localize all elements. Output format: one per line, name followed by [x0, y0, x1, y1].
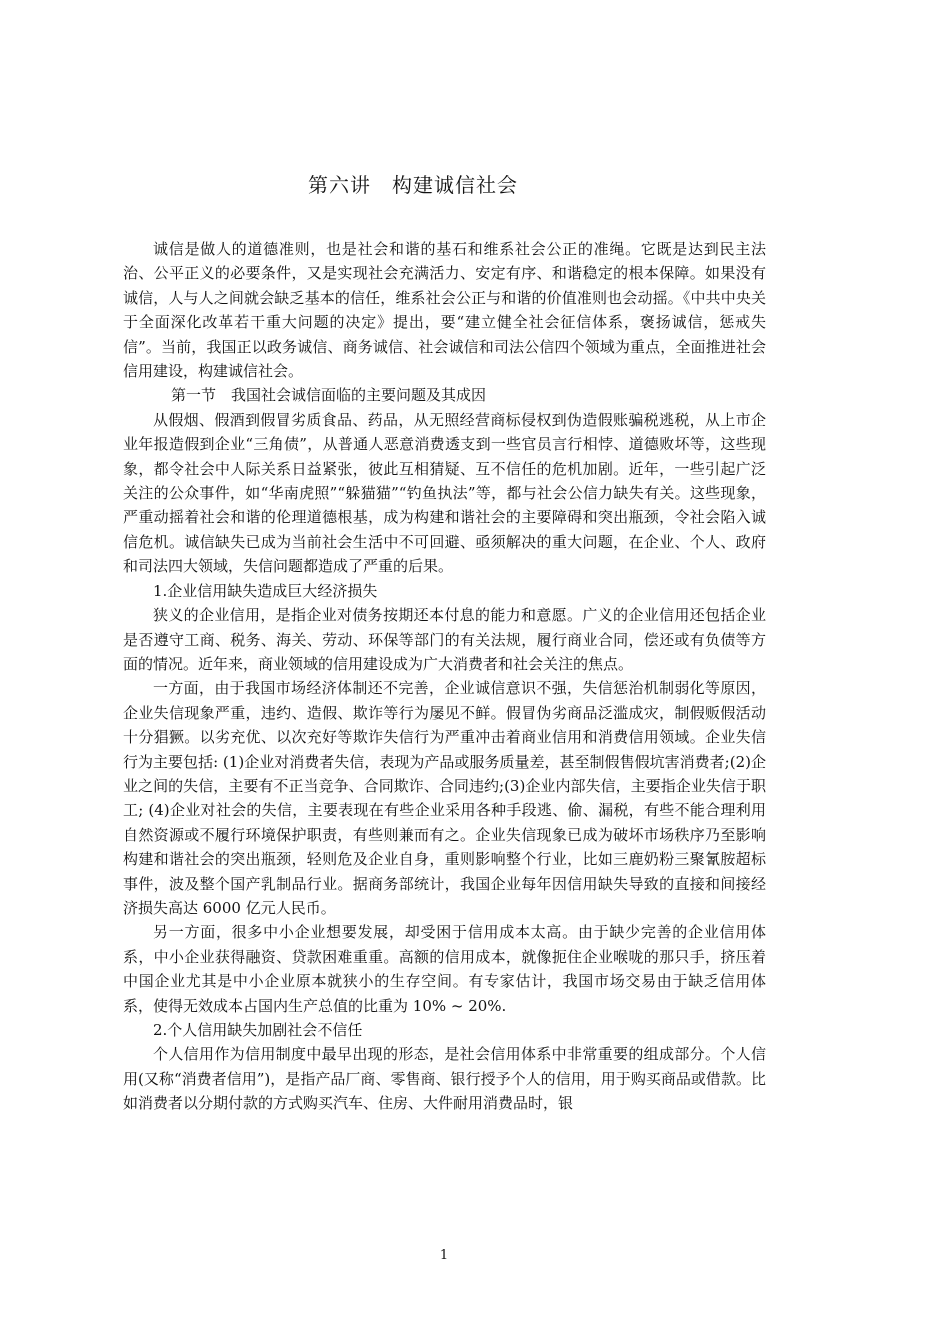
paragraph: 另一方面，很多中小企业想要发展，却受困于信用成本太高。由于缺少完善的企业信用体系，中小企业获得融资、贷款困难重重。高额的信用成本，就像扼住企业喉咙的那只手，挤压着中国企业尤其是中小企业原本就狭小的生存空间。有专家估计，我国市场交易由于缺乏信用体系，使得无效成本占国内生产总值的比重为 10% ~ 20%. — [123, 923, 766, 1015]
lecture-title: 第六讲 构建诚信社会 — [308, 173, 518, 197]
intro-paragraph: 诚信是做人的道德准则，也是社会和谐的基石和维系社会公正的准绳。它既是达到民主法治、公平正义的必要条件，又是实现社会充满活力、安定有序、和谐稳定的根本保障。如果没有诚信，人与人之间就会缺乏基本的信任，维系社会公正与和谐的价值准则也会动摇。《中共中央关于全面深化改革若干重大问题的决定》提出，要“建立健全社会征信体系，褒扬诚信，惩戒失信”。当前，我国正以政务诚信、商务诚信、社会诚信和司法公信四个领域为重点，全面推进社会信用建设，构建诚信社会。 — [123, 240, 766, 381]
document-body — [123, 237, 766, 1116]
paragraph: 从假烟、假酒到假冒劣质食品、药品，从无照经营商标侵权到伪造假账骗税逃税，从上市企业年报造假到企业“三角债”，从普通人恶意消费透支到一些官员言行相悖、道德败坏等，这些现象，都令社会中人际关系日益紧张，彼此互相猜疑、互不信任的危机加剧。近年，一些引起广泛关注的公众事件，如“华南虎照”“躲猫猫”“钓鱼执法”等，都与社会公信力缺失有关。这些现象，严重动摇着社会和谐的伦理道德根基，成为构建和谐社会的主要障碍和突出瓶颈，令社会陷入诚信危机。诚信缺失已成为当前社会生活中不可回避、亟须解决的重大问题，在企业、个人、政府和司法四大领域，失信问题都造成了严重的后果。 — [123, 410, 766, 576]
paragraph: 狭义的企业信用，是指企业对债务按期还本付息的能力和意愿。广义的企业信用还包括企业是否遵守工商、税务、海关、劳动、环保等部门的有关法规，履行商业合同，偿还或有负债等方面的情况。近年来，商业领域的信用建设成为广大消费者和社会关注的焦点。 — [123, 606, 766, 673]
subsection-heading: 1.企业信用缺失造成巨大经济损失 — [153, 581, 378, 600]
paragraph: 一方面，由于我国市场经济体制还不完善，企业诚信意识不强，失信惩治机制弱化等原因，企业失信现象严重，违约、造假、欺诈等行为屡见不鲜。假冒伪劣商品泛滥成灾，制假贩假活动十分猖獗。以劣充优、以次充好等欺诈失信行为严重冲击着商业信用和消费信用领域。企业失信行为主要包括: (1)企业对消费者失信，表现为产品或服务质量差，甚至制假售假坑害消费者;(2)企业之间的失信，主要有不正当竞争、合同欺诈、合同违约;(3)企业内部失信，主要指企业失信于职工; (4)企业对社会的失信，主要表现在有些企业采用各种手段逃、偷、漏税，有些不能合理利用自然资源或不履行环境保护职责，有些则兼而有之。企业失信现象已成为破坏市场秩序乃至影响构建和谐社会的突出瓶颈，轻则危及企业自身，重则影响整个行业，比如三鹿奶粉三聚氰胺超标事件，波及整个国产乳制品行业。据商务部统计，我国企业每年因信用缺失导致的直接和间接经济损失高达 6000 亿元人民币。 — [123, 679, 766, 917]
subsection-heading: 2.个人信用缺失加剧社会不信任 — [153, 1021, 363, 1039]
page-number: 1 — [439, 1248, 449, 1263]
section-heading: 第一节 我国社会诚信面临的主要问题及其成因 — [171, 386, 487, 405]
paragraph: 个人信用作为信用制度中最早出现的形态，是社会信用体系中非常重要的组成部分。个人信用(又称“消费者信用”)，是指产品厂商、零售商、银行授予个人的信用，用于购买商品或借款。比如消费者以分期付款的方式购买汽车、住房、大件耐用消费品时，银 — [123, 1045, 766, 1113]
